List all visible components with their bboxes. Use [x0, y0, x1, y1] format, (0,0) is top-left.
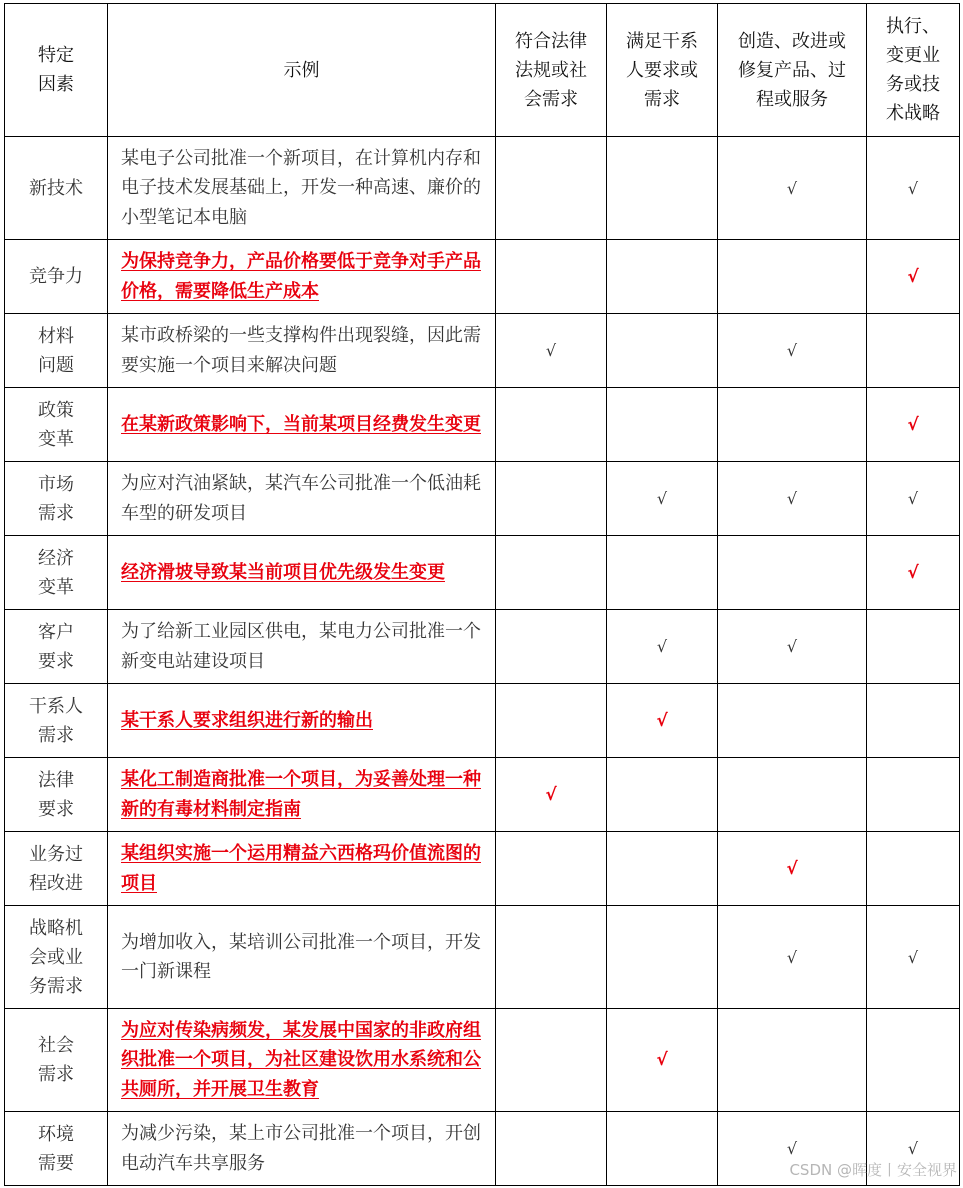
stakeholder-check-cell: √: [607, 684, 718, 758]
table-row: [5, 610, 960, 684]
legal-check-cell: [496, 906, 607, 1009]
create-check-cell: √: [718, 314, 867, 388]
legal-check-cell: [496, 240, 607, 314]
strategy-check-cell: [867, 684, 960, 758]
stakeholder-check-cell: [607, 240, 718, 314]
example-cell: 为增加收入，某培训公司批准一个项目，开发一门新课程: [108, 906, 496, 1009]
table-row: [5, 832, 960, 906]
strategy-check-cell: √: [867, 240, 960, 314]
create-check-cell: √: [718, 137, 867, 240]
watermark: CSDN @晖度丨安全视界: [789, 1161, 957, 1179]
strategy-check-cell: [867, 1009, 960, 1112]
header-legal: 符合法律 法规或社 会需求: [496, 4, 607, 137]
stakeholder-check-cell: [607, 1112, 718, 1186]
factor-cell: 经济 变革: [5, 536, 108, 610]
example-cell: 为减少污染，某上市公司批准一个项目，开创电动汽车共享服务: [108, 1112, 496, 1186]
create-check-cell: √: [718, 832, 867, 906]
factor-cell: 客户 要求: [5, 610, 108, 684]
stakeholder-check-cell: [607, 388, 718, 462]
legal-check-cell: [496, 684, 607, 758]
example-cell: 为应对传染病频发，某发展中国家的非政府组织批准一个项目，为社区建设饮用水系统和公共厕所，并开展卫生教育: [108, 1009, 496, 1112]
create-check-cell: √: [718, 610, 867, 684]
table-row: [5, 314, 960, 388]
strategy-check-cell: √: [867, 906, 960, 1009]
example-cell: 为应对汽油紧缺，某汽车公司批准一个低油耗车型的研发项目: [108, 462, 496, 536]
strategy-check-cell: [867, 314, 960, 388]
table-row: [5, 684, 960, 758]
header-stakeholder: 满足干系 人要求或 需求: [607, 4, 718, 137]
stakeholder-check-cell: [607, 314, 718, 388]
header-factor: 特定 因素: [5, 4, 108, 137]
factor-cell: 环境 需要: [5, 1112, 108, 1186]
legal-check-cell: [496, 536, 607, 610]
create-check-cell: [718, 1009, 867, 1112]
stakeholder-check-cell: [607, 832, 718, 906]
legal-check-cell: [496, 137, 607, 240]
factor-cell: 政策 变革: [5, 388, 108, 462]
header-strategy: 执行、 变更业 务或技 术战略: [867, 4, 960, 137]
table-row: [5, 388, 960, 462]
create-check-cell: [718, 758, 867, 832]
table-row: [5, 462, 960, 536]
strategy-check-cell: √: [867, 137, 960, 240]
strategy-check-cell: √: [867, 388, 960, 462]
factor-cell: 材料 问题: [5, 314, 108, 388]
legal-check-cell: √: [496, 314, 607, 388]
legal-check-cell: [496, 610, 607, 684]
stakeholder-check-cell: √: [607, 1009, 718, 1112]
example-cell: 某电子公司批准一个新项目，在计算机内存和电子技术发展基础上，开发一种高速、廉价的小型笔记本电脑: [108, 137, 496, 240]
legal-check-cell: √: [496, 758, 607, 832]
table-row: [5, 906, 960, 1009]
stakeholder-check-cell: [607, 906, 718, 1009]
table-row: [5, 240, 960, 314]
factor-cell: 市场 需求: [5, 462, 108, 536]
example-cell: 某市政桥梁的一些支撑构件出现裂缝，因此需要实施一个项目来解决问题: [108, 314, 496, 388]
table-row: [5, 536, 960, 610]
legal-check-cell: [496, 1112, 607, 1186]
legal-check-cell: [496, 388, 607, 462]
header-example: 示例: [108, 4, 496, 137]
stakeholder-check-cell: √: [607, 462, 718, 536]
example-cell: 某化工制造商批准一个项目，为妥善处理一种新的有毒材料制定指南: [108, 758, 496, 832]
factor-cell: 社会 需求: [5, 1009, 108, 1112]
strategy-check-cell: √: [867, 1112, 960, 1186]
create-check-cell: √: [718, 1112, 867, 1186]
example-cell: 经济滑坡导致某当前项目优先级发生变更: [108, 536, 496, 610]
example-cell: 为保持竞争力，产品价格要低于竞争对手产品价格，需要降低生产成本: [108, 240, 496, 314]
create-check-cell: √: [718, 906, 867, 1009]
legal-check-cell: [496, 1009, 607, 1112]
header-row: [5, 4, 960, 137]
create-check-cell: [718, 240, 867, 314]
factor-cell: 竞争力: [5, 240, 108, 314]
create-check-cell: √: [718, 462, 867, 536]
example-cell: 在某新政策影响下，当前某项目经费发生变更: [108, 388, 496, 462]
factor-cell: 干系人 需求: [5, 684, 108, 758]
strategy-check-cell: [867, 832, 960, 906]
table-row: [5, 137, 960, 240]
strategy-check-cell: √: [867, 536, 960, 610]
example-cell: 某干系人要求组织进行新的输出: [108, 684, 496, 758]
create-check-cell: [718, 536, 867, 610]
create-check-cell: [718, 684, 867, 758]
stakeholder-check-cell: [607, 536, 718, 610]
factor-cell: 战略机 会或业 务需求: [5, 906, 108, 1009]
strategy-check-cell: [867, 758, 960, 832]
strategy-check-cell: [867, 610, 960, 684]
factor-cell: 新技术: [5, 137, 108, 240]
factor-cell: 法律 要求: [5, 758, 108, 832]
project-initiation-factors-table: [4, 3, 960, 1186]
header-create: 创造、改进或 修复产品、过 程或服务: [718, 4, 867, 137]
table-row: [5, 758, 960, 832]
table-row: [5, 1009, 960, 1112]
factor-cell: 业务过 程改进: [5, 832, 108, 906]
stakeholder-check-cell: [607, 758, 718, 832]
table-body: [5, 137, 960, 1186]
strategy-check-cell: √: [867, 462, 960, 536]
legal-check-cell: [496, 462, 607, 536]
stakeholder-check-cell: [607, 137, 718, 240]
stakeholder-check-cell: √: [607, 610, 718, 684]
example-cell: 为了给新工业园区供电，某电力公司批准一个新变电站建设项目: [108, 610, 496, 684]
legal-check-cell: [496, 832, 607, 906]
create-check-cell: [718, 388, 867, 462]
example-cell: 某组织实施一个运用精益六西格玛价值流图的项目: [108, 832, 496, 906]
